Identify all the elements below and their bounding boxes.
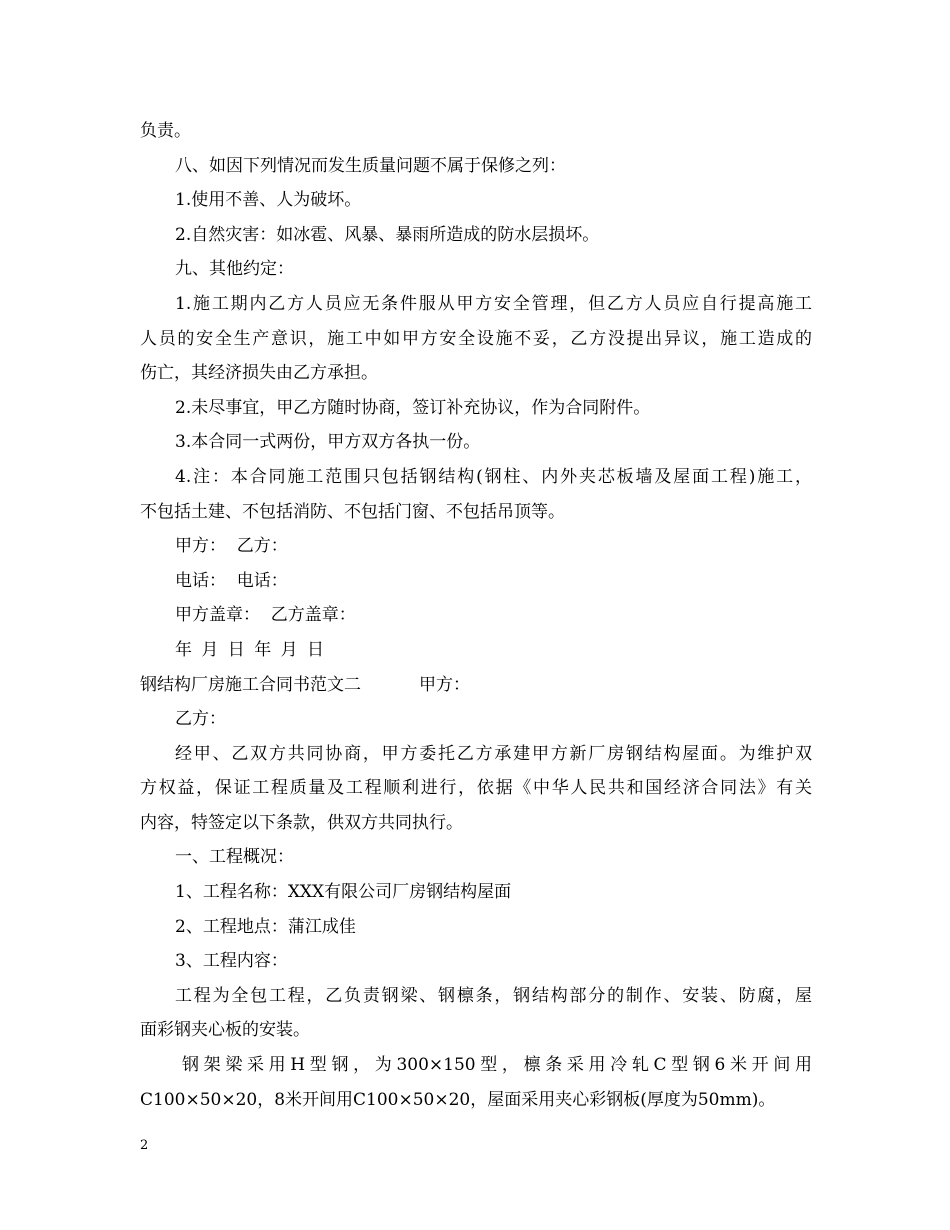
paragraph-line: 人员的安全生产意识，施工中如甲方安全设施不妥，乙方没提出异议，施工造成的	[140, 328, 812, 349]
list-item: 2.自然灾害：如冰雹、风暴、暴雨所造成的防水层损坏。	[175, 224, 600, 245]
list-item: 2.未尽事宜，甲乙方随时协商，签订补充协议，作为合同附件。	[175, 397, 651, 418]
signature-line-seal: 甲方盖章： 乙方盖章：	[175, 605, 356, 626]
list-item: 3、工程内容：	[175, 951, 288, 972]
paragraph-line: 伤亡，其经济损失由乙方承担。	[140, 363, 378, 384]
party-a-label: 甲方：	[419, 674, 470, 695]
page-number: 2	[140, 1138, 149, 1153]
paragraph-line: 工程为全包工程，乙负责钢梁、钢檩条，钢结构部分的制作、安装、防腐，屋	[175, 985, 812, 1006]
paragraph-line: 方权益，保证工程质量及工程顺利进行，依据《中华人民共和国经济合同法》有关	[140, 778, 812, 799]
paragraph-line: 负责。	[140, 121, 191, 141]
paragraph-line: 不包括土建、不包括消防、不包括门窗、不包括吊顶等。	[140, 501, 565, 522]
section-heading-nine: 九、其他约定：	[175, 259, 294, 280]
section-heading-one: 一、工程概况：	[175, 847, 294, 868]
document-body	[140, 114, 812, 1117]
section-title-line	[140, 668, 812, 703]
paragraph-line: 1.施工期内乙方人员应无条件服从甲方安全管理，但乙方人员应自行提高施工	[175, 293, 812, 314]
paragraph-line: 经甲、乙双方共同协商，甲方委托乙方承建甲方新厂房钢结构屋面。为维护双	[175, 743, 812, 764]
section-heading-eight: 八、如因下列情况而发生质量问题不属于保修之列：	[175, 155, 566, 176]
signature-line-date: 年 月 日 年 月 日	[175, 639, 327, 660]
paragraph-line: 内容，特签定以下条款，供双方共同执行。	[140, 812, 463, 833]
paragraph-line: C100×50×20，8米开间用C100×50×20，屋面采用夹心彩钢板(厚度为50mm)。	[140, 1089, 776, 1110]
list-item: 1、工程名称：XXX有限公司厂房钢结构屋面	[175, 882, 512, 903]
paragraph-line: 面彩钢夹心板的安装。	[140, 1020, 310, 1041]
paragraph-line: 钢架梁采用H型钢，为300×150型，檩条采用冷轧C型钢6米开间用	[182, 1055, 812, 1076]
document-subtitle: 钢结构厂房施工合同书范文二	[140, 674, 361, 695]
paragraph-line: 4.注：本合同施工范围只包括钢结构(钢柱、内外夹芯板墙及屋面工程)施工，	[175, 466, 812, 487]
list-item: 2、工程地点：蒲江成佳	[175, 916, 356, 937]
list-item: 1.使用不善、人为破坏。	[175, 190, 362, 211]
party-b-label: 乙方：	[175, 709, 226, 730]
signature-line-phone: 电话： 电话：	[175, 570, 288, 591]
signature-line-party: 甲方： 乙方：	[175, 536, 288, 557]
list-item: 3.本合同一式两份，甲方双方各执一份。	[175, 432, 481, 453]
